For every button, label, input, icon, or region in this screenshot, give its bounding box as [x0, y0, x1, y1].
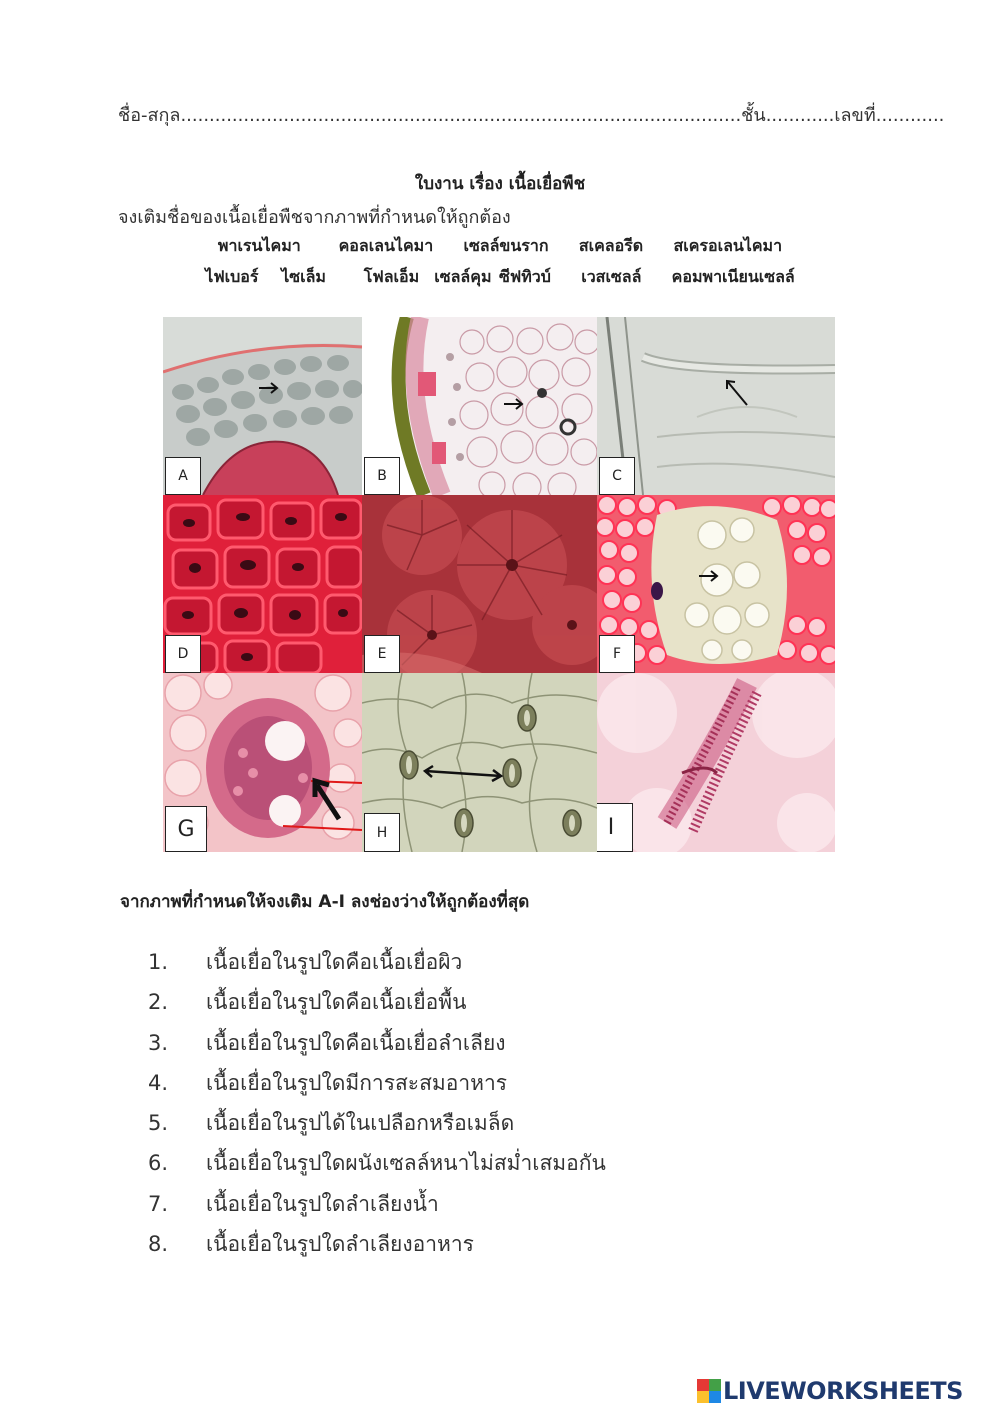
- question-number: 2.: [148, 990, 169, 1015]
- question-item: [148, 986, 606, 1026]
- label-b: B: [364, 457, 400, 495]
- number-label: เลขที่: [834, 105, 876, 126]
- word-bank-row-1: [0, 234, 1000, 259]
- label-e: E: [364, 635, 400, 673]
- word-bank-item: คอลเลนไคมา: [338, 236, 434, 255]
- question-text: เนื้อเยื่อในรูปใดคือเนื้อเยื่อผิว: [206, 950, 463, 974]
- word-bank-item: พาเรนไคมา: [217, 236, 301, 255]
- micrograph-e: [362, 495, 597, 673]
- word-bank-item: สเคลอรีด: [578, 236, 644, 255]
- micrograph-a: [163, 317, 362, 495]
- student-info-line: [118, 100, 944, 129]
- word-bank-item: เซลล์คุม ซีฟทิวบ์: [434, 267, 551, 286]
- question-number: 5.: [148, 1111, 169, 1136]
- micrograph-c: [597, 317, 835, 495]
- class-blank[interactable]: ............: [765, 105, 835, 126]
- micrograph-grid: [163, 317, 835, 852]
- question-item: [148, 1067, 606, 1107]
- micrograph-b: [362, 317, 597, 495]
- question-text: เนื้อเยื่อในรูปใดมีการสะสมอาหาร: [206, 1070, 508, 1095]
- question-item: [148, 1027, 606, 1067]
- label-a: A: [165, 457, 201, 495]
- question-item: [148, 1228, 606, 1268]
- question-item: [148, 946, 606, 986]
- word-bank-item: คอมพาเนียนเซลล์: [671, 267, 795, 286]
- class-label: ชั้น: [741, 105, 766, 126]
- label-d: D: [165, 635, 201, 673]
- name-label: ชื่อ-สกุล: [118, 105, 181, 126]
- question-text: เนื้อเยื่อในรูปใดลำเลียงอาหาร: [206, 1232, 474, 1257]
- brand-name: LIVEWORKSHEETS: [723, 1377, 963, 1405]
- question-item: [148, 1107, 606, 1147]
- question-text: เนื้อเยื่อในรูปได้ในเปลือกหรือเมล็ด: [206, 1111, 515, 1136]
- word-bank-item: เซลล์ขนราก: [463, 236, 549, 255]
- word-bank-item: โฟลเอ็ม: [363, 267, 420, 286]
- instruction-text: จงเติมชื่อของเนื้อเยื่อพืชจากภาพที่กำหนดให้ถูกต้อง: [118, 207, 511, 228]
- question-list: [148, 946, 606, 1268]
- label-f: F: [599, 635, 635, 673]
- word-bank-item: สเครอเลนไคมา: [673, 236, 783, 255]
- word-bank-row-2: [0, 265, 1000, 290]
- question-text: เนื้อเยื่อในรูปใดผนังเซลล์หนาไม่สม่ำเสมอกัน: [206, 1151, 606, 1176]
- label-c: C: [599, 457, 635, 495]
- liveworksheets-logo: [697, 1377, 963, 1405]
- question-item: [148, 1147, 606, 1187]
- word-bank-item: เวสเซลล์: [581, 267, 642, 286]
- micrograph-g: [163, 673, 362, 852]
- word-bank-item: ไซเล็ม: [281, 267, 326, 286]
- question-number: 7.: [148, 1191, 169, 1216]
- question-number: 4.: [148, 1070, 169, 1095]
- logo-icon: [697, 1379, 721, 1403]
- number-blank[interactable]: ............: [875, 105, 945, 126]
- question-item: [148, 1188, 606, 1228]
- word-bank-item: ไฟเบอร์: [205, 267, 259, 286]
- micrograph-f: [597, 495, 835, 673]
- worksheet-title: ใบงาน เรื่อง เนื้อเยื่อพืช: [414, 174, 586, 194]
- micrograph-h: [362, 673, 597, 852]
- label-g: G: [165, 806, 207, 852]
- label-i: I: [597, 803, 633, 852]
- label-h: H: [364, 813, 400, 852]
- name-blank[interactable]: ..................................................................................................: [180, 105, 742, 126]
- question-text: เนื้อเยื่อในรูปใดคือเนื้อเยื่อลำเลียง: [206, 1030, 506, 1055]
- questions-heading: จากภาพที่กำหนดให้จงเติม A-I ลงช่องว่างให้ถูกต้องที่สุด: [120, 892, 530, 912]
- question-number: 3.: [148, 1030, 169, 1055]
- question-text: เนื้อเยื่อในรูปใดคือเนื้อเยื่อพื้น: [206, 990, 467, 1015]
- question-number: 1.: [148, 950, 169, 974]
- question-number: 8.: [148, 1232, 169, 1257]
- question-text: เนื้อเยื่อในรูปใดลำเลียงน้ำ: [206, 1191, 439, 1216]
- question-number: 6.: [148, 1151, 169, 1176]
- micrograph-d: [163, 495, 362, 673]
- micrograph-i: [597, 673, 835, 852]
